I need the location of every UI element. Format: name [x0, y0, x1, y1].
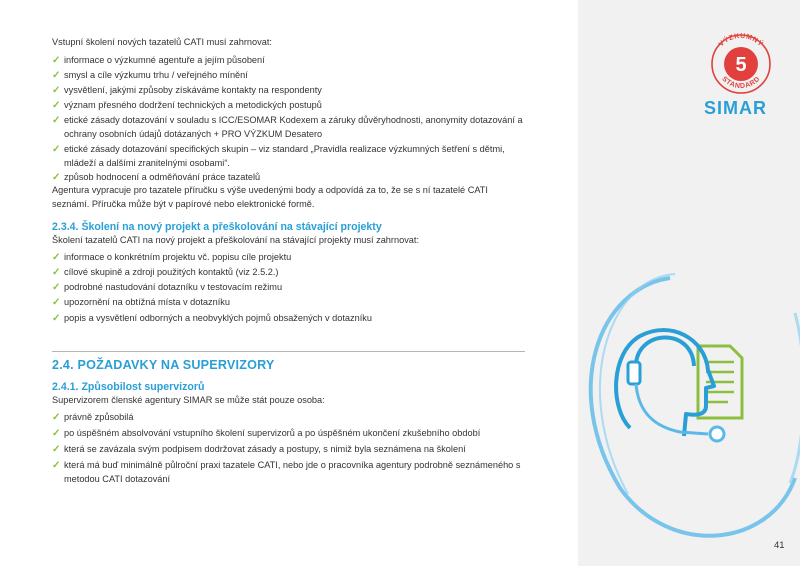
- list-item: ✓ smysl a cíle výzkumu trhu / veřejného mínění: [52, 70, 248, 81]
- section-2-3-4-intro: Školení tazatelů CATI na nový projekt a přeškolování na stávající projekty musí zahrnovat:: [52, 235, 420, 245]
- section-2-4-1-heading: 2.4.1. Způsobilost supervizorů: [52, 381, 205, 393]
- list-item: ✓ která má buď minimálně půlroční praxi tazatele CATI, nebo jde o pracovníka agentury podrobně seznámeného s metodou CATI dotazování: [52, 460, 521, 484]
- intro-after-text: Agentura vypracuje pro tazatele příručku s výše uvedenými body a odpovídá za to, že se s ní tazatelé CATI seznámí. Příručka může být v papírové nebo elektronické formě.: [52, 185, 488, 209]
- page-number: 41: [774, 540, 785, 551]
- badge-top-text: VÝZKUMNÝ: [717, 32, 765, 49]
- check-icon: ✓: [52, 70, 61, 81]
- list-item: ✓ vysvětlení, jakými způsoby získáváme kontakty na respondenty: [52, 85, 322, 96]
- check-icon: ✓: [52, 460, 61, 471]
- badge-number: 5: [735, 54, 747, 76]
- check-icon: ✓: [52, 115, 61, 126]
- check-icon: ✓: [52, 55, 61, 66]
- check-icon: ✓: [52, 172, 61, 183]
- list-item: ✓ podrobné nastudování dotazníku v testovacím režimu: [52, 282, 283, 293]
- list-item: ✓ která se zavázala svým podpisem dodržovat zásady a postupy, s nimiž byla seznámena na školení: [52, 444, 466, 455]
- list-item: ✓ po úspěšném absolvování vstupního školení supervizorů a po úspěšném ukončení zkušebního období: [52, 428, 481, 439]
- list-item: ✓ způsob hodnocení a odměňování práce tazatelů: [52, 172, 261, 183]
- list-item: ✓ informace o výzkumné agentuře a jejím působení: [52, 55, 265, 66]
- list-item: ✓ informace o konkrétním projektu vč. popisu cíle projektu: [52, 252, 292, 263]
- check-icon: ✓: [52, 144, 61, 155]
- check-icon: ✓: [52, 313, 61, 324]
- badge-bottom-text: STANDARD: [720, 75, 762, 91]
- list-item: ✓ etické zásady dotazování specifických skupin – viz standard „Pravidla realizace výzkumných šetření s dětmi, mládeží a dalšími zranitelnými osobami“.: [52, 144, 505, 168]
- check-icon: ✓: [52, 100, 61, 111]
- check-icon: ✓: [52, 252, 61, 263]
- list-item: ✓ upozornění na obtížná místa v dotazníku: [52, 297, 230, 308]
- list-item: ✓ význam přesného dodržení technických a metodických postupů: [52, 100, 322, 111]
- list-item: ✓ etické zásady dotazování v souladu s ICC/ESOMAR Kodexem a záruky důvěryhodnosti, anonymity dotazování a ochrany osobních údajů dotázaných + PRO VÝZKUM Desatero: [52, 115, 523, 139]
- section-2-4-1-intro: Supervizorem členské agentury SIMAR se může stát pouze osoba:: [52, 395, 325, 405]
- simar-logo: SIMAR: [704, 98, 767, 118]
- check-icon: ✓: [52, 444, 61, 455]
- standard-badge: [703, 30, 779, 96]
- list-item: ✓ cílové skupině a zdroji použitých kontaktů (viz 2.5.2.): [52, 267, 279, 278]
- headset-head-illustration: [580, 258, 800, 558]
- check-icon: ✓: [52, 428, 61, 439]
- check-icon: ✓: [52, 282, 61, 293]
- check-icon: ✓: [52, 85, 61, 96]
- intro-text: Vstupní školení nových tazatelů CATI musí zahrnovat:: [52, 37, 272, 47]
- section-2-4-heading: 2.4. POŽADAVKY NA SUPERVIZORY: [52, 358, 275, 372]
- section-2-3-4-heading: 2.3.4. Školení na nový projekt a přeškolování na stávající projekty: [52, 221, 382, 233]
- list-item: ✓ právně způsobilá: [52, 412, 134, 423]
- check-icon: ✓: [52, 412, 61, 423]
- check-icon: ✓: [52, 297, 61, 308]
- list-item: ✓ popis a vysvětlení odborných a neobvyklých pojmů obsažených v dotazníku: [52, 313, 372, 324]
- section-divider: [52, 351, 525, 352]
- check-icon: ✓: [52, 267, 61, 278]
